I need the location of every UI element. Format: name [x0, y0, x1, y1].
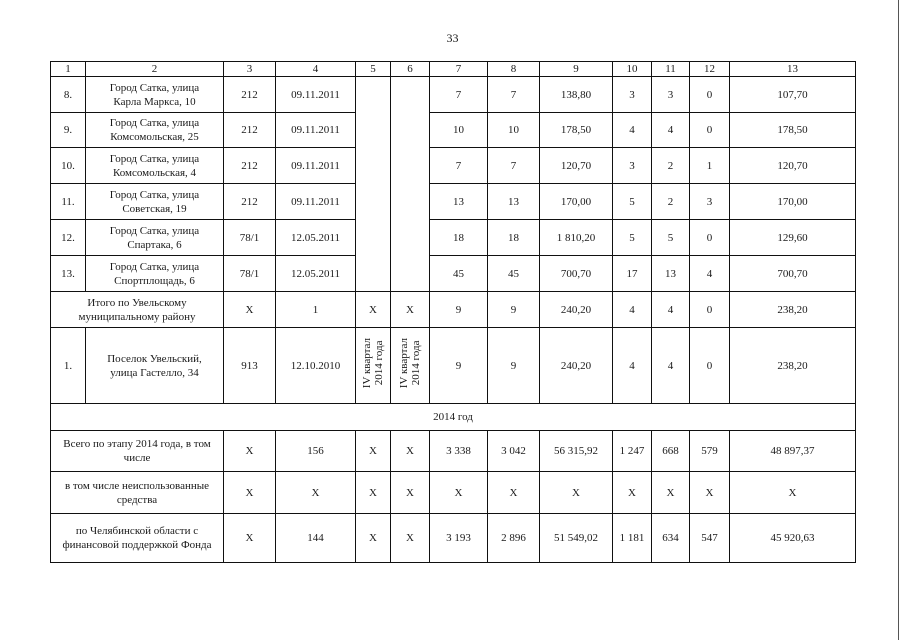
cell-col-7: 18 [430, 220, 488, 256]
cell-col-11: 2 [652, 184, 690, 220]
address-cell [86, 256, 224, 292]
cell-col-9: 138,80 [540, 77, 613, 113]
cell-col-11: 2 [652, 148, 690, 184]
cell-col-3: 212 [224, 184, 276, 220]
cell-col-12: 579 [690, 431, 730, 472]
cell-col-7: 45 [430, 256, 488, 292]
cell-col-3: X [224, 472, 276, 514]
cell-col-6: X [391, 292, 430, 328]
cell-col-11: 668 [652, 431, 690, 472]
cell-col-11: 4 [652, 292, 690, 328]
cell-col-7: 9 [430, 328, 488, 404]
address-line-1: Город Сатка, улица [109, 224, 200, 237]
address-line-1: Поселок Увельский, [107, 352, 202, 365]
cell-col-11: 13 [652, 256, 690, 292]
address-cell [86, 220, 224, 256]
cell-col-10: 4 [613, 328, 652, 404]
cell-col-5: X [356, 292, 391, 328]
address-cell [86, 328, 224, 404]
col-header-8: 8 [488, 62, 540, 77]
cell-col-4: 09.11.2011 [276, 184, 356, 220]
cell-col-7: 10 [430, 113, 488, 148]
cell-col-10: 1 181 [613, 514, 652, 563]
address-line-1: Город Сатка, улица [109, 188, 200, 201]
scan-edge-line [898, 0, 899, 640]
cell-col-3: X [224, 431, 276, 472]
row-number: 10. [51, 148, 86, 184]
table-row [51, 256, 856, 292]
row-number: 9. [51, 113, 86, 148]
cell-col-4: 09.11.2011 [276, 148, 356, 184]
cell-col-10: 3 [613, 77, 652, 113]
cell-col-12: 0 [690, 328, 730, 404]
col-header-1: 1 [51, 62, 86, 77]
cell-col-9: 240,20 [540, 328, 613, 404]
cell-col-7: 3 193 [430, 514, 488, 563]
address-cell [86, 184, 224, 220]
cell-col-9: 700,70 [540, 256, 613, 292]
cell-col-13: 238,20 [730, 292, 856, 328]
cell-col-13: 45 920,63 [730, 514, 856, 563]
cell-col-7: 13 [430, 184, 488, 220]
table-row [51, 77, 856, 113]
address-line-2: Комсомольская, 4 [112, 166, 197, 179]
cell-col-8: 7 [488, 77, 540, 113]
cell-col-6: X [391, 514, 430, 563]
table-row [51, 328, 856, 404]
cell-col-8: 10 [488, 113, 540, 148]
col-header-11: 11 [652, 62, 690, 77]
cell-col-11: 4 [652, 328, 690, 404]
cell-col-4: 09.11.2011 [276, 113, 356, 148]
cell-col-13: X [730, 472, 856, 514]
cell-col-5-vertical [356, 328, 391, 404]
col-header-5: 5 [356, 62, 391, 77]
cell-col-10: 5 [613, 184, 652, 220]
address-cell [86, 148, 224, 184]
cell-col-12: 547 [690, 514, 730, 563]
cell-col-12: 1 [690, 148, 730, 184]
unused-funds-label [51, 472, 224, 514]
vertical-text-line-2: 2014 года [373, 341, 385, 386]
cell-col-10: X [613, 472, 652, 514]
cell-col-9: 1 810,20 [540, 220, 613, 256]
cell-col-8: 3 042 [488, 431, 540, 472]
total-2014-row [51, 431, 856, 472]
column-number-row [51, 62, 856, 77]
cell-col-5: X [356, 514, 391, 563]
total-uvelsky-row [51, 292, 856, 328]
chelyabinsk-fund-label [51, 514, 224, 563]
vertical-text [398, 338, 422, 388]
table-row [51, 220, 856, 256]
col-header-9: 9 [540, 62, 613, 77]
address-line-2: улица Гастелло, 34 [110, 366, 199, 379]
cell-col-5: X [356, 472, 391, 514]
cell-col-12: 0 [690, 220, 730, 256]
cell-col-8: 9 [488, 328, 540, 404]
cell-col-13: 48 897,37 [730, 431, 856, 472]
cell-col-4: 12.05.2011 [276, 256, 356, 292]
vertical-text-line-1: IV квартал [398, 338, 410, 389]
address-line-1: Город Сатка, улица [109, 152, 200, 165]
cell-col-9: 170,00 [540, 184, 613, 220]
cell-col-8: 45 [488, 256, 540, 292]
col-header-3: 3 [224, 62, 276, 77]
row-number: 12. [51, 220, 86, 256]
cell-col-3: X [224, 514, 276, 563]
col-header-2: 2 [86, 62, 224, 77]
cell-col-8: 18 [488, 220, 540, 256]
row-number: 1. [51, 328, 86, 404]
cell-col-13: 120,70 [730, 148, 856, 184]
cell-col-9: 56 315,92 [540, 431, 613, 472]
col-header-7: 7 [430, 62, 488, 77]
table-row [51, 148, 856, 184]
col-header-6: 6 [391, 62, 430, 77]
cell-col-12: X [690, 472, 730, 514]
cell-col-8: 7 [488, 148, 540, 184]
cell-col-13: 170,00 [730, 184, 856, 220]
cell-col-7: 3 338 [430, 431, 488, 472]
cell-col-3: 78/1 [224, 256, 276, 292]
chelyabinsk-fund-label-line-2: финансовой поддержкой Фонда [62, 539, 212, 551]
cell-col-13: 178,50 [730, 113, 856, 148]
address-line-1: Город Сатка, улица [109, 260, 200, 273]
total-2014-label [51, 431, 224, 472]
cell-col-6-vertical [391, 328, 430, 404]
cell-col-13: 107,70 [730, 77, 856, 113]
address-line-2: Комсомольская, 25 [110, 131, 199, 143]
cell-col-10: 17 [613, 256, 652, 292]
cell-col-4: 09.11.2011 [276, 77, 356, 113]
cell-col-9: 178,50 [540, 113, 613, 148]
cell-col-10: 3 [613, 148, 652, 184]
cell-col-3: 212 [224, 77, 276, 113]
cell-col-3: 78/1 [224, 220, 276, 256]
cell-col-12: 4 [690, 256, 730, 292]
cell-col-10: 4 [613, 292, 652, 328]
cell-col-7: 7 [430, 148, 488, 184]
cell-col-3: X [224, 292, 276, 328]
cell-col-12: 3 [690, 184, 730, 220]
cell-col-11: 634 [652, 514, 690, 563]
unused-funds-label-line-1: в том числе неиспользованные [64, 479, 210, 492]
page-number: 33 [446, 31, 459, 45]
cell-col-4: 1 [276, 292, 356, 328]
cell-col-13: 238,20 [730, 328, 856, 404]
cell-col-7: 9 [430, 292, 488, 328]
cell-col-7: X [430, 472, 488, 514]
vertical-text-line-1: IV квартал [361, 338, 373, 389]
address-line-2: Советская, 19 [122, 202, 187, 215]
cell-col-9: X [540, 472, 613, 514]
cell-col-4: X [276, 472, 356, 514]
year-header: 2014 год [51, 404, 856, 431]
cell-col-13: 700,70 [730, 256, 856, 292]
cell-col-5: X [356, 431, 391, 472]
cell-col-10: 1 247 [613, 431, 652, 472]
cell-col-4: 12.05.2011 [276, 220, 356, 256]
vertical-text [361, 338, 385, 388]
cell-col-9: 240,20 [540, 292, 613, 328]
cell-col-3: 913 [224, 328, 276, 404]
cell-col-3: 212 [224, 148, 276, 184]
address-line-1: Город Сатка, улица [109, 81, 200, 94]
cell-col-12: 0 [690, 113, 730, 148]
cell-col-8: X [488, 472, 540, 514]
merged-cell-col-6 [391, 77, 430, 292]
cell-col-4: 144 [276, 514, 356, 563]
cell-col-8: 13 [488, 184, 540, 220]
unused-funds-label-line-2: средства [116, 493, 158, 506]
cell-col-11: 4 [652, 113, 690, 148]
cell-col-9: 120,70 [540, 148, 613, 184]
cell-col-10: 4 [613, 113, 652, 148]
vertical-text-line-2: 2014 года [410, 341, 422, 386]
address-cell [86, 113, 224, 148]
table-row [51, 184, 856, 220]
table-row [51, 113, 856, 148]
chelyabinsk-fund-label-line-1: по Челябинской области с [75, 525, 199, 537]
total-2014-label-line-2: числе [123, 452, 151, 464]
resettlement-table [50, 61, 856, 563]
total-uvelsky-label [51, 292, 224, 328]
year-header-row [51, 404, 856, 431]
total-uvelsky-label-line-2: муниципальному району [78, 310, 196, 323]
col-header-4: 4 [276, 62, 356, 77]
cell-col-4: 156 [276, 431, 356, 472]
cell-col-6: X [391, 472, 430, 514]
cell-col-11: X [652, 472, 690, 514]
unused-funds-row [51, 472, 856, 514]
row-number: 11. [51, 184, 86, 220]
total-2014-label-line-1: Всего по этапу 2014 года, в том [63, 438, 211, 450]
cell-col-8: 9 [488, 292, 540, 328]
cell-col-13: 129,60 [730, 220, 856, 256]
cell-col-12: 0 [690, 77, 730, 113]
chelyabinsk-fund-row [51, 514, 856, 563]
cell-col-11: 3 [652, 77, 690, 113]
cell-col-7: 7 [430, 77, 488, 113]
address-line-2: Карла Маркса, 10 [113, 95, 196, 108]
col-header-13: 13 [730, 62, 856, 77]
address-line-2: Спартака, 6 [127, 238, 182, 251]
address-line-1: Город Сатка, улица [109, 117, 200, 129]
address-cell [86, 77, 224, 113]
col-header-10: 10 [613, 62, 652, 77]
address-line-2: Спортплощадь, 6 [114, 274, 195, 287]
row-number: 13. [51, 256, 86, 292]
merged-cell-col-5 [356, 77, 391, 292]
cell-col-6: X [391, 431, 430, 472]
row-number: 8. [51, 77, 86, 113]
cell-col-9: 51 549,02 [540, 514, 613, 563]
cell-col-8: 2 896 [488, 514, 540, 563]
cell-col-3: 212 [224, 113, 276, 148]
cell-col-11: 5 [652, 220, 690, 256]
cell-col-12: 0 [690, 292, 730, 328]
cell-col-4: 12.10.2010 [276, 328, 356, 404]
col-header-12: 12 [690, 62, 730, 77]
cell-col-10: 5 [613, 220, 652, 256]
total-uvelsky-label-line-1: Итого по Увельскому [87, 296, 187, 309]
